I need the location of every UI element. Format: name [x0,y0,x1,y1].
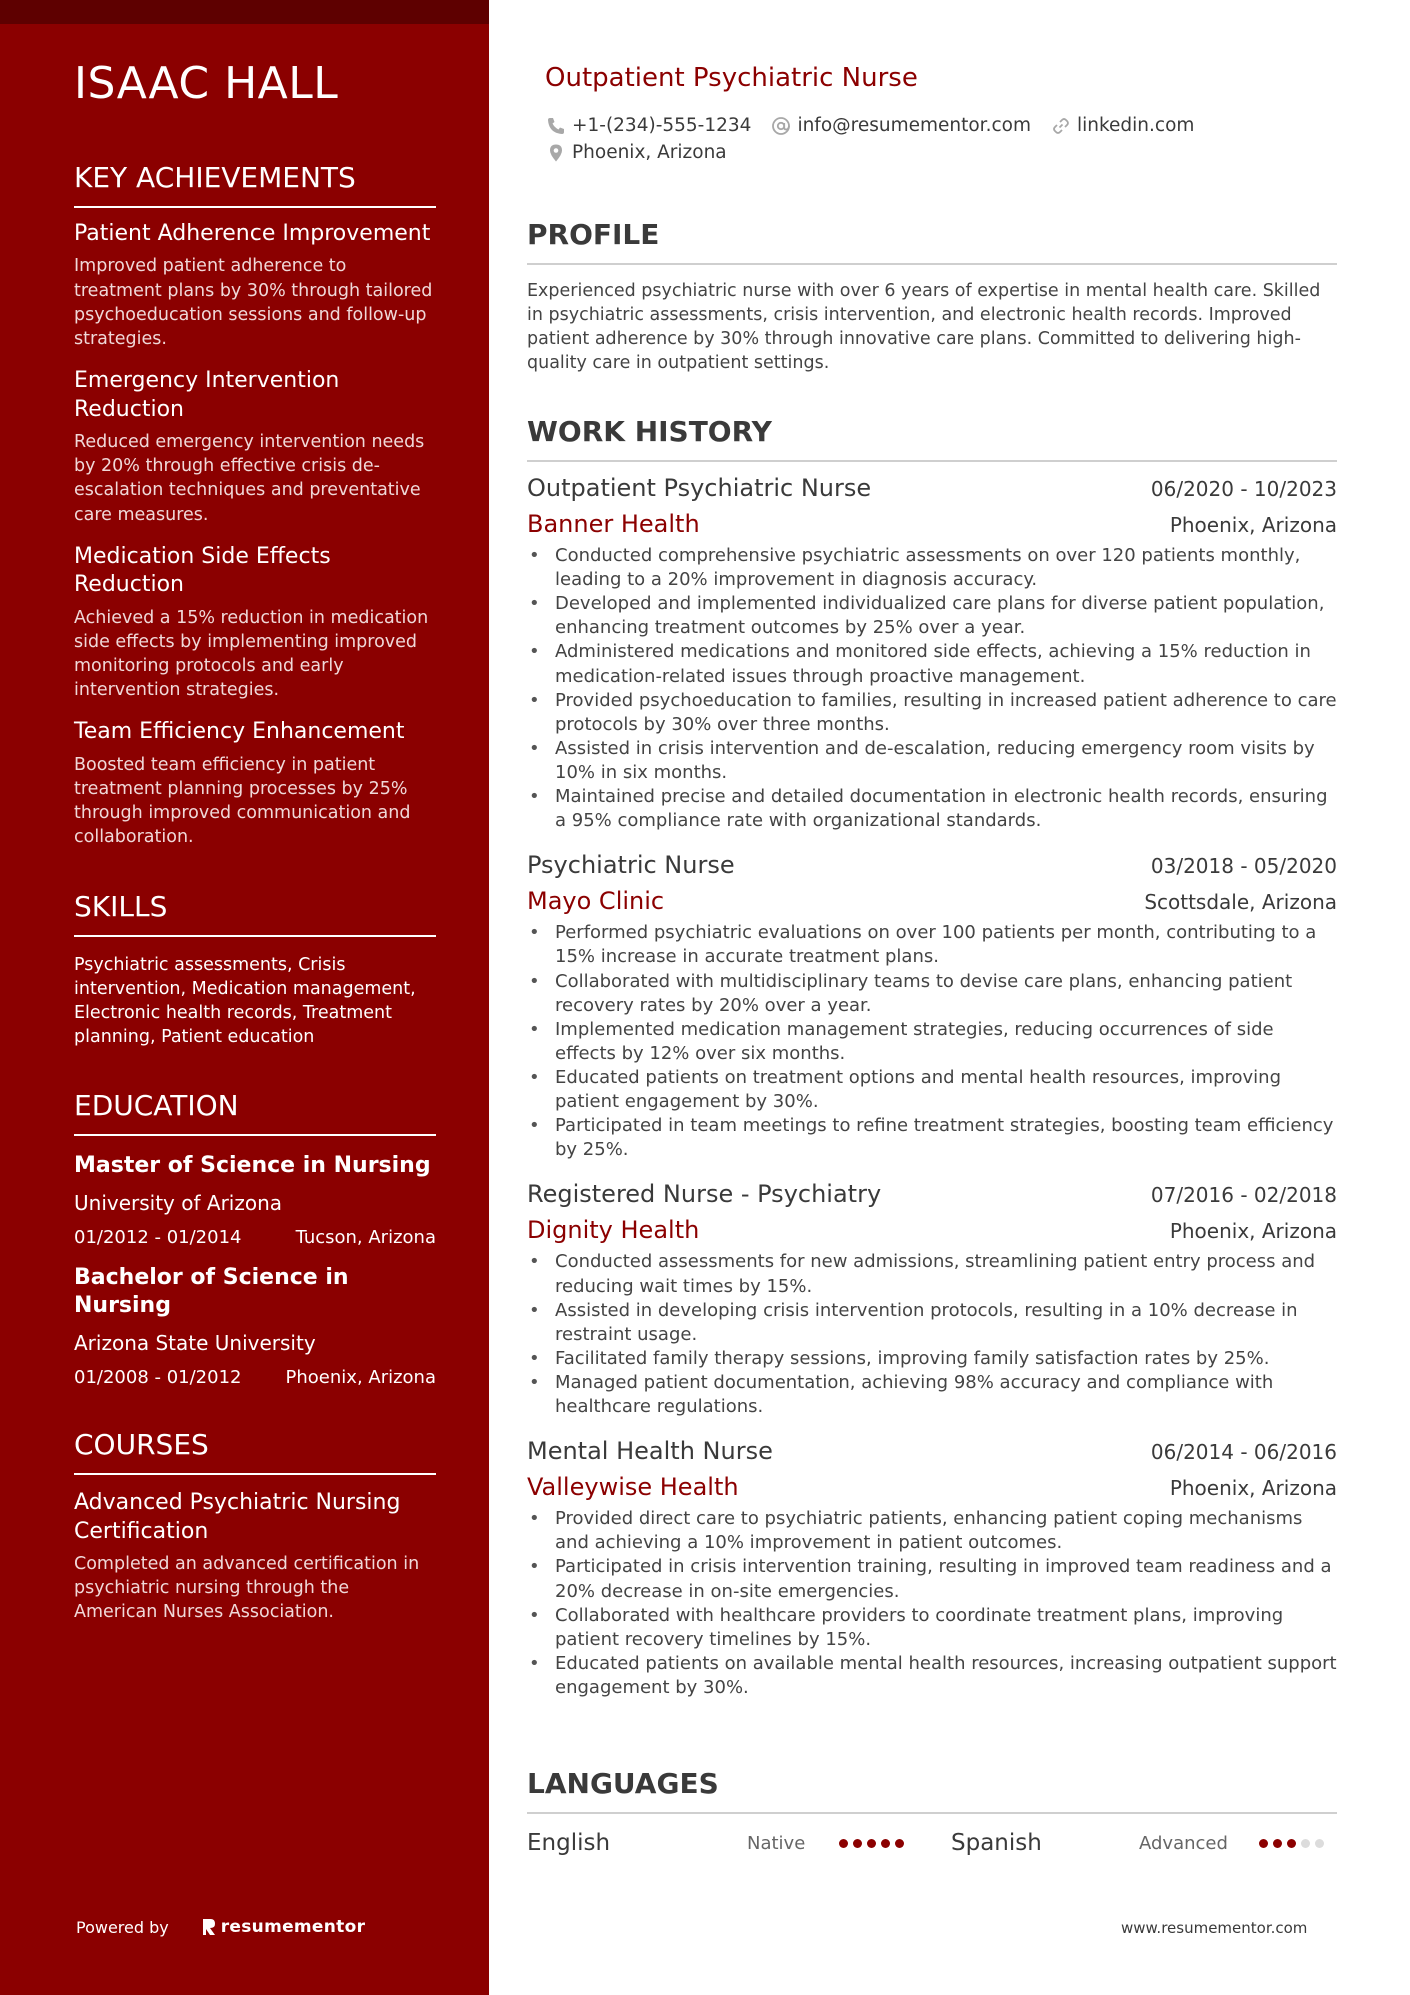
job-dates: 03/2018 - 05/2020 [1150,854,1337,879]
link-icon [1051,116,1071,136]
profile-text: Experienced psychiatric nurse with over 6 years of expertise in mental health care. Skilled in psychiatric assessments, crisis intervention, and electronic health records. Improved patient adherence by 30% through innovative care plans. Committed to delivering high-quality care in outpatient settings. [527,281,1321,374]
job-bullet: • Conducted comprehensive psychiatric assessments on over 120 patients monthly, leading to a 20% improvement in diagnosis accuracy. [527,544,1337,592]
job-bullet: • Facilitated family therapy sessions, improving family satisfaction rates by 25%. [527,1347,1337,1371]
education-meta [74,1227,436,1248]
achievements-heading: KEY ACHIEVEMENTS [74,161,436,208]
job-bullet: • Administered medications and monitored side effects, achieving a 15% reduction in medication-related issues through proactive management. [527,640,1337,688]
achievement-item [74,367,436,527]
linkedin-text: linkedin.com [1076,115,1195,136]
job-header [527,1437,1337,1465]
achievement-title: Patient Adherence Improvement [74,220,431,246]
job-title: Mental Health Nurse [527,1437,773,1466]
language-name: English [527,1830,611,1856]
powered-by-label: Powered by [76,1917,169,1937]
candidate-name: ISAAC HALL [74,58,339,109]
location-pin-icon [546,143,566,163]
job-title: Registered Nurse - Psychiatry [527,1180,882,1209]
job-bullet: • Performed psychiatric evaluations on over 100 patients per month, contributing to a 15% increase in accurate treatment plans. [527,921,1337,969]
rating-dot [881,1839,890,1848]
powered-by [76,1917,365,1937]
job-bullets [527,1250,1337,1419]
job-bullet: • Conducted assessments for new admissions, streamlining patient entry process and reducing wait times by 15%. [527,1250,1337,1298]
job-bullet: • Participated in crisis intervention training, resulting in improved team readiness and a 20% decrease in on-site emergencies. [527,1555,1337,1603]
education-meta [74,1367,436,1388]
rating-dot [839,1839,848,1848]
rating-dot [1259,1839,1268,1848]
rating-dot [1273,1839,1282,1848]
education-school: University of Arizona [74,1190,283,1215]
sidebar-top-band [0,0,489,24]
education-location: Tucson, Arizona [295,1226,436,1248]
job-subheader [527,1473,1337,1501]
contact-email[interactable] [771,115,1031,136]
brand-name: resumementor [220,1917,366,1937]
brand-logo[interactable] [201,1917,366,1937]
job-company: Mayo Clinic [527,887,665,916]
job-bullet: • Provided psychoeducation to families, resulting in increased patient adherence to care protocols by 30% over three months. [527,689,1337,737]
job-bullets [527,544,1337,833]
education-location: Phoenix, Arizona [285,1366,436,1388]
education-heading: EDUCATION [74,1089,436,1136]
job-location: Phoenix, Arizona [1169,1476,1337,1501]
rating-dot [1287,1839,1296,1848]
job-entry [527,1437,1337,1700]
work-history-section [527,415,1337,1700]
at-sign-icon [771,116,791,136]
achievement-desc: Boosted team efficiency in patient treatment planning processes by 25% through improved communication and collaboration. [74,755,411,848]
contact-info [546,112,1336,166]
profile-section [527,218,1337,376]
achievement-desc: Improved patient adherence to treatment plans by 30% through tailored psychoeducation sessions and follow-up strategies. [74,256,433,349]
job-bullet: • Provided direct care to psychiatric patients, enhancing patient coping mechanisms and achieving a 10% improvement in patient outcomes. [527,1507,1337,1555]
contact-row [546,112,1336,139]
achievement-desc: Achieved a 15% reduction in medication side effects by implementing improved monitoring protocols and early intervention strategies. [74,607,429,701]
skills-text: Psychiatric assessments, Crisis intervention, Medication management, Electronic health records, Treatment planning, Patient education [74,954,416,1048]
job-entry [527,474,1337,833]
languages-heading: LANGUAGES [527,1767,1337,1814]
job-title: Psychiatric Nurse [527,851,735,880]
language-level: Advanced [1139,1832,1228,1854]
job-location: Scottsdale, Arizona [1144,890,1337,915]
education-dates: 01/2012 - 01/2014 [74,1226,242,1248]
job-bullet: • Assisted in crisis intervention and de-escalation, reducing emergency room visits by 10% in six months. [527,737,1337,785]
education-dates: 01/2008 - 01/2012 [74,1366,242,1388]
contact-location [546,142,727,163]
job-bullets [527,1507,1337,1700]
location-text: Phoenix, Arizona [572,142,727,163]
footer-url[interactable]: www.resumementor.com [1121,1919,1308,1937]
job-bullet: • Assisted in developing crisis intervention protocols, resulting in a 10% decrease in restraint usage. [527,1299,1337,1347]
language-name: Spanish [951,1830,1042,1856]
job-subheader [527,510,1337,538]
rating-dot [1301,1839,1310,1848]
rating-dot [867,1839,876,1848]
achievement-title: Emergency Intervention Reduction [74,367,340,422]
achievement-item [74,718,436,849]
language-level: Native [747,1832,806,1854]
job-entry [527,1180,1337,1419]
education-school: Arizona State University [74,1330,316,1355]
headline-role: Outpatient Psychiatric Nurse [545,63,918,93]
job-company: Valleywise Health [527,1473,739,1502]
phone-icon [546,116,566,136]
job-bullet: • Maintained precise and detailed documentation in electronic health records, ensuring a 95% compliance rate with organizational standards. [527,785,1337,833]
job-bullet: • Educated patients on available mental health resources, increasing outpatient support engagement by 30%. [527,1652,1337,1700]
job-location: Phoenix, Arizona [1169,1219,1337,1244]
job-company: Banner Health [527,510,700,538]
job-header [527,1180,1337,1208]
rating-dot [1315,1839,1324,1848]
job-header [527,851,1337,879]
achievement-desc: Reduced emergency intervention needs by 20% through effective crisis de-escalation techniques and preventative care measures. [74,432,425,525]
contact-row [546,139,1336,166]
sidebar [0,0,489,1995]
profile-heading: PROFILE [527,218,1337,265]
phone-text: +1-(234)-555-1234 [572,115,752,136]
course-desc: Completed an advanced certification in psychiatric nursing through the American Nurses Association. [74,1554,420,1623]
education-degree: Master of Science in Nursing [74,1153,431,1179]
sidebar-content [74,58,436,1625]
job-title: Outpatient Psychiatric Nurse [527,474,872,502]
contact-linkedin[interactable] [1051,115,1194,136]
education-item [74,1264,436,1388]
job-bullet: • Participated in team meetings to refine treatment strategies, boosting team efficiency by 25%. [527,1114,1337,1162]
job-bullet: • Collaborated with multidisciplinary teams to devise care plans, enhancing patient recovery rates by 20% over a year. [527,970,1337,1018]
job-dates: 07/2016 - 02/2018 [1150,1183,1337,1208]
courses-heading: COURSES [74,1428,436,1475]
job-entry [527,851,1337,1162]
job-dates: 06/2020 - 10/2023 [1150,477,1337,501]
job-bullet: • Educated patients on treatment options and mental health resources, improving patient engagement by 30%. [527,1066,1337,1114]
resumementor-logo-icon [201,1917,217,1937]
education-item [74,1152,436,1248]
achievements-list [74,220,436,850]
job-bullet: • Implemented medication management strategies, reducing occurrences of side effects by 12% over six months. [527,1018,1337,1066]
job-subheader [527,1216,1337,1244]
job-bullet: • Collaborated with healthcare providers to coordinate treatment plans, improving patient recovery timelines by 15%. [527,1604,1337,1652]
languages-row [527,1828,1337,1858]
job-location: Phoenix, Arizona [1169,513,1337,537]
language-rating [839,1839,951,1848]
job-dates: 06/2014 - 06/2016 [1150,1440,1337,1465]
contact-phone[interactable] [546,115,751,136]
work-history-heading: WORK HISTORY [527,415,1337,462]
achievement-title: Team Efficiency Enhancement [74,719,405,745]
job-bullet: • Managed patient documentation, achieving 98% accuracy and compliance with healthcare regulations. [527,1371,1337,1419]
job-subheader [527,887,1337,915]
education-degree: Bachelor of Science in Nursing [74,1264,349,1319]
language-rating [1259,1839,1329,1848]
job-header [527,474,1337,502]
achievement-title: Medication Side Effects Reduction [74,543,331,598]
job-company: Dignity Health [527,1216,700,1245]
course-title: Advanced Psychiatric Nursing Certification [74,1489,401,1544]
job-bullets [527,921,1337,1162]
languages-section [527,1767,1337,1858]
job-bullet: • Developed and implemented individualized care plans for diverse patient population, enhancing treatment outcomes by 25% over a year. [527,592,1337,640]
achievement-item [74,220,436,351]
course-item [74,1489,436,1625]
rating-dot [895,1839,904,1848]
rating-dot [853,1839,862,1848]
email-text: info@resumementor.com [797,115,1031,136]
skills-heading: SKILLS [74,890,436,937]
achievement-item [74,543,436,703]
